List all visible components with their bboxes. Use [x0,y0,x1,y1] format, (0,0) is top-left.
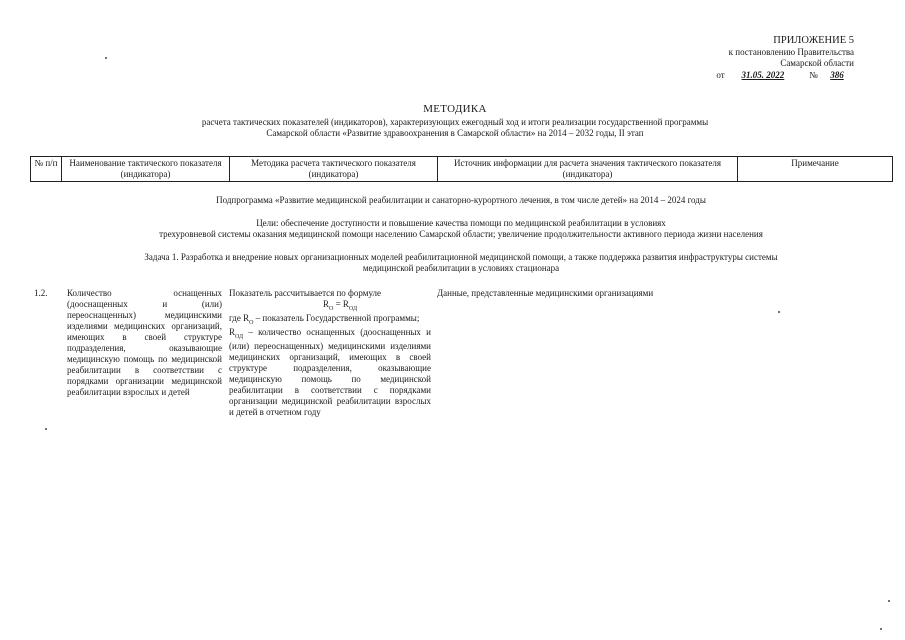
scan-speck [105,57,107,59]
appendix-date-line [684,70,854,81]
method-intro: Показатель рассчитывается по формуле [229,288,382,298]
formula-left-sub: О [328,305,334,312]
where-rod-text: – количество оснащенных (дооснащенных и (или) переоснащенных) медицинскими изделиями медицинских организаций, имеющих в своей структуре подразделения, оказывающие медицинскую помощь по медицинской реабилитации в соответствии с порядками организации медицинской реабилитации взрослых и детей в отчетном году [229,327,431,418]
scan-speck [778,311,780,313]
goals-line-1: Цели: обеспечение доступности и повышение качества помощи по медицинской реабилитации в условиях [256,218,666,228]
appendix-line-region: Самарской области [780,58,854,69]
indicator-source: Данные, представленные медицинскими организациями [437,288,654,298]
row-number: 1.2. [34,288,48,298]
header-col-name: Наименование тактического показателя (индикатора) [62,157,230,182]
formula-left: R [322,298,329,309]
number-prefix: № [809,69,818,80]
where-ro-prefix: где R [229,313,250,324]
appendix-title: ПРИЛОЖЕНИЕ 5 [773,35,854,46]
task-block [60,252,862,275]
indicator-name: Количество оснащенных (дооснащенных и (или) переоснащенных) медицинскими изделиями медицинских организаций, имеющих в своей структуре подразделения, оказывающие медицинскую помощь по медицинской реабилитации в соответствии с порядками организации медицинской реабилитации взрослых и детей [67,288,222,397]
where-ro-text: – показатель Государственной программы; [253,313,420,324]
scan-speck [888,600,890,602]
subprogram-title: Подпрограмма «Развитие медицинской реабилитации и санаторно-курортного лечения, в том числе детей» на 2014 – 2024 годы [216,195,706,205]
methodology-table-header [30,156,893,182]
formula [229,299,431,313]
document-subtitle-line-2: Самарской области «Развитие здравоохранения в Самарской области» на 2014 – 2032 годы, II этап [266,128,644,138]
header-col-note: Примечание [738,157,893,182]
table-header-row [31,157,893,182]
where-rod-sub: ОД [235,333,244,340]
header-col-method: Методика расчета тактического показателя (индикатора) [230,157,438,182]
handwritten-date: 31.05. 2022 [741,69,785,80]
header-col-source: Источник информации для расчета значения тактического показателя (индикатора) [438,157,738,182]
scan-speck [45,428,47,430]
goals-block [30,218,892,241]
document-title: МЕТОДИКА [423,103,487,115]
scan-speck [880,628,882,630]
handwritten-number: 386 [830,69,844,80]
formula-equals: = [333,298,343,309]
indicator-method [229,288,431,418]
where-rod [229,327,431,418]
goals-line-2: трехуровневой системы оказания медицинской помощи населению Самарской области; увеличение продолжительности активного периода жизни населения [159,229,763,240]
formula-right-sub: ОД [348,305,358,312]
where-ro [229,313,431,327]
document-heading [60,103,850,139]
document-subtitle-line-1: расчета тактических показателей (индикаторов), характеризующих ежегодный ход и итоги реализации государственной программы [201,116,709,127]
where-rod-prefix: R [229,327,236,338]
date-prefix: от [716,69,725,80]
task-line-2: медицинской реабилитации в условиях стационара [362,263,560,274]
task-line-1: Задача 1. Разработка и внедрение новых организационных моделей реабилитационной медицинской помощи, а также поддержка развития инфраструктуры системы [144,252,778,262]
appendix-line-decree: к постановлению Правительства [728,47,854,58]
appendix-block [684,34,854,81]
formula-right: R [342,298,349,309]
where-ro-sub: О [249,319,254,326]
header-col-number: № п/п [31,157,62,182]
